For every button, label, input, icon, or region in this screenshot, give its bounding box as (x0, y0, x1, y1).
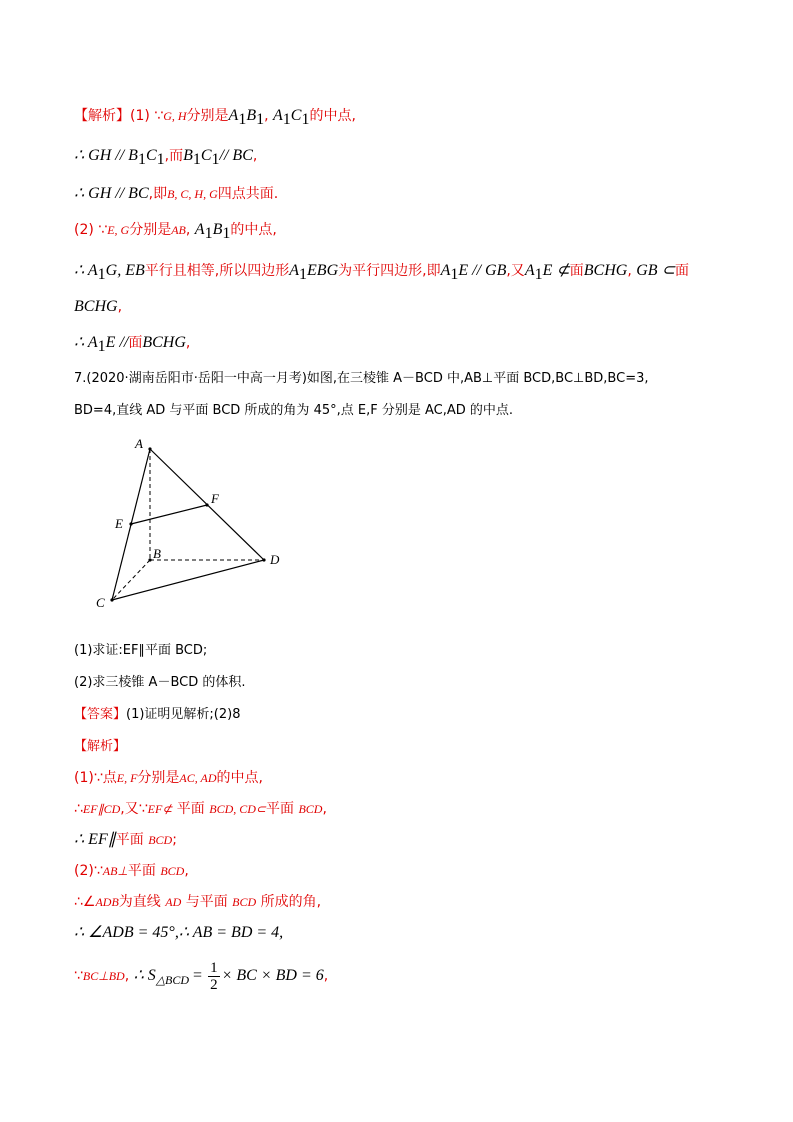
analysis-tag: 【解析】 (74, 108, 130, 124)
answer-line (74, 705, 241, 725)
solution-line-7: ∴ $A_1E$ //面BCHG, (74, 334, 191, 355)
point-d (262, 558, 265, 561)
solution2-line-3: ∴ EF∥平面 BCD; (74, 831, 177, 848)
point-a (148, 447, 151, 450)
solution2-line-6: ∴ ∠ADB = 45°,∴ AB = BD = 4, (74, 924, 284, 941)
label-e: E (115, 516, 123, 531)
solution2-line-7: ∵BC⊥BD, ∴ $S_{\triangle BCD}$ = $\frac{1}{2}$ × BC × BD = 6, (74, 959, 329, 993)
point-e (129, 522, 132, 525)
question-7-line-2: BD=4,直线 AD 与平面 BCD 所成的角为 45°,点 E,F 分别是 AC,AD 的中点. (74, 403, 514, 418)
solution2-line-2: ∴EF∥CD,又∵EF⊄ 平面 BCD, CD⊂平面 BCD, (74, 801, 327, 817)
label-f: F (211, 491, 219, 506)
fraction-half: $\frac{1}{2}$ (210, 959, 218, 993)
point-f (205, 503, 208, 506)
label-a: A (135, 436, 143, 451)
edge-bc (112, 560, 150, 600)
point-b (148, 558, 151, 561)
label-d: D (270, 552, 280, 567)
solution-line-3: ∴ GH // BC,即B, C, H, G四点共面. (74, 185, 279, 202)
solution-line-2: ∴ GH // $B_1C_1$,而$B_1C_1//$ BC, (74, 147, 258, 168)
solution2-line-1: (1)∵点E, F分别是AC, AD的中点, (74, 770, 263, 786)
solution2-line-5: ∴∠ADB为直线 AD 与平面 BCD 所成的角, (74, 894, 322, 910)
solution-line-6: BCHG, (74, 298, 123, 315)
solution-line-1: 【解析】(1) ∵G, H分别是$A_1B_1$, $A_1C_1$的中点, (74, 107, 356, 128)
solution-line-4: (2) ∵E, G分别是AB, $A_1B_1$的中点, (74, 221, 277, 242)
answer-text: (1)证明见解析;(2)8 (126, 707, 241, 722)
solution2-line-4: (2)∵AB⊥平面 BCD, (74, 863, 189, 879)
edge-cd (112, 560, 264, 600)
point-c (110, 598, 113, 601)
segment-ef (131, 505, 207, 524)
question-part-2: (2)求三棱锥 A－BCD 的体积. (74, 675, 246, 690)
question-7-line-1: 7.(2020·湖南岳阳市·岳阳一中高一月考)如图,在三棱锥 A－BCD 中,AB⊥平面 BCD,BC⊥BD,BC=3, (74, 371, 649, 386)
solution-tag: 【解析】 (74, 739, 127, 754)
answer-tag: 【答案】 (74, 707, 127, 722)
label-c: C (96, 595, 105, 610)
question-part-1: (1)求证:EF∥平面 BCD; (74, 643, 208, 658)
tetrahedron-figure (90, 430, 300, 615)
solution-line-5: ∴ $A_1G$, EB平行且相等,所以四边形$A_1EBG$为平行四边形,即$A_1E$ // GB,又$A_1E$ ⊄面BCHG, GB ⊂面 (74, 262, 689, 283)
label-b: B (153, 546, 161, 561)
